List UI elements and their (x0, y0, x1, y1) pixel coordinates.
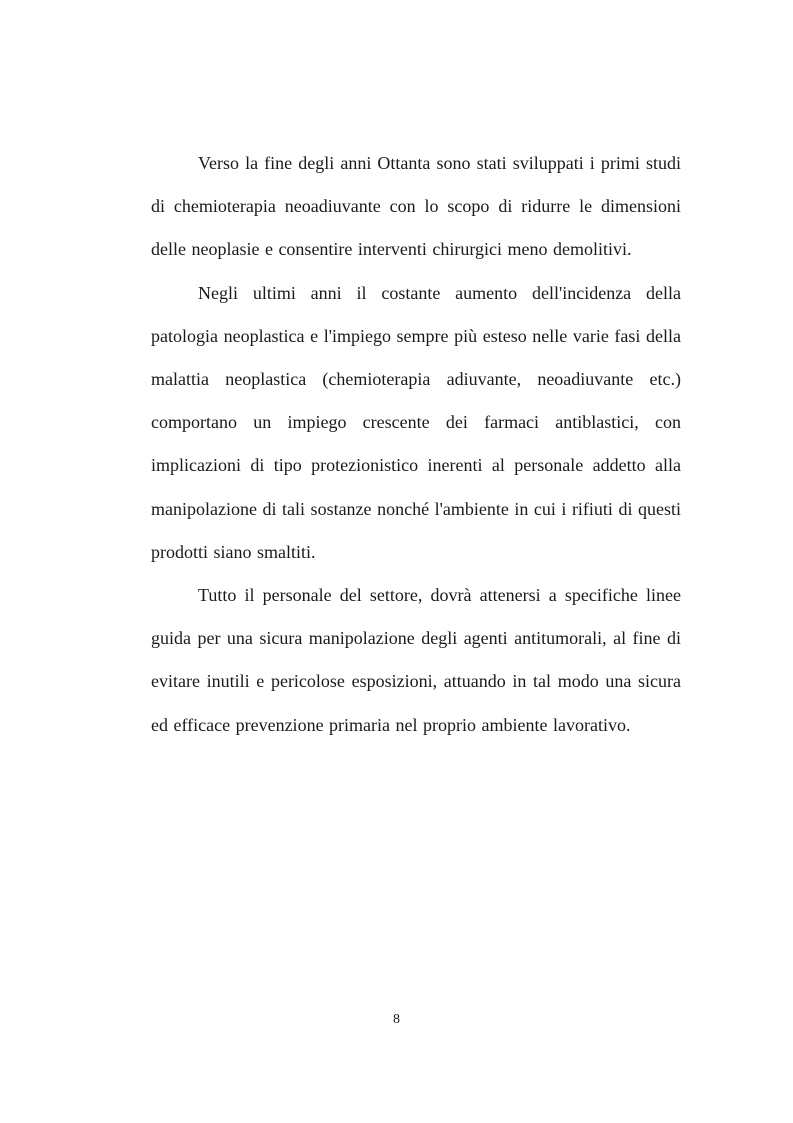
paragraph-2: Negli ultimi anni il costante aumento dell'incidenza della patologia neoplastica e l'impiego sempre più esteso nelle varie fasi della malattia neoplastica (chemioterapia adiuvante, neoadiuvante etc.) comportano un impiego crescente dei farmaci antiblastici, con implicazioni di tipo protezionistico inerenti al personale addetto alla manipolazione di tali sostanze nonché l'ambiente in cui i rifiuti di questi prodotti siano smaltiti. (151, 282, 681, 562)
page-number: 8 (393, 1012, 400, 1027)
paragraph-1: Verso la fine degli anni Ottanta sono stati sviluppati i primi studi di chemioterapia neoadiuvante con lo scopo di ridurre le dimensioni delle neoplasie e consentire interventi chirurgici meno demolitivi. (151, 153, 681, 260)
paragraph-3: Tutto il personale del settore, dovrà attenersi a specifiche linee guida per una sicura manipolazione degli agenti antitumorali, al fine di evitare inutili e pericolose esposizioni, attuando in tal modo una sicura ed efficace prevenzione primaria nel proprio ambiente lavorativo. (151, 585, 681, 735)
page-body (151, 142, 681, 747)
